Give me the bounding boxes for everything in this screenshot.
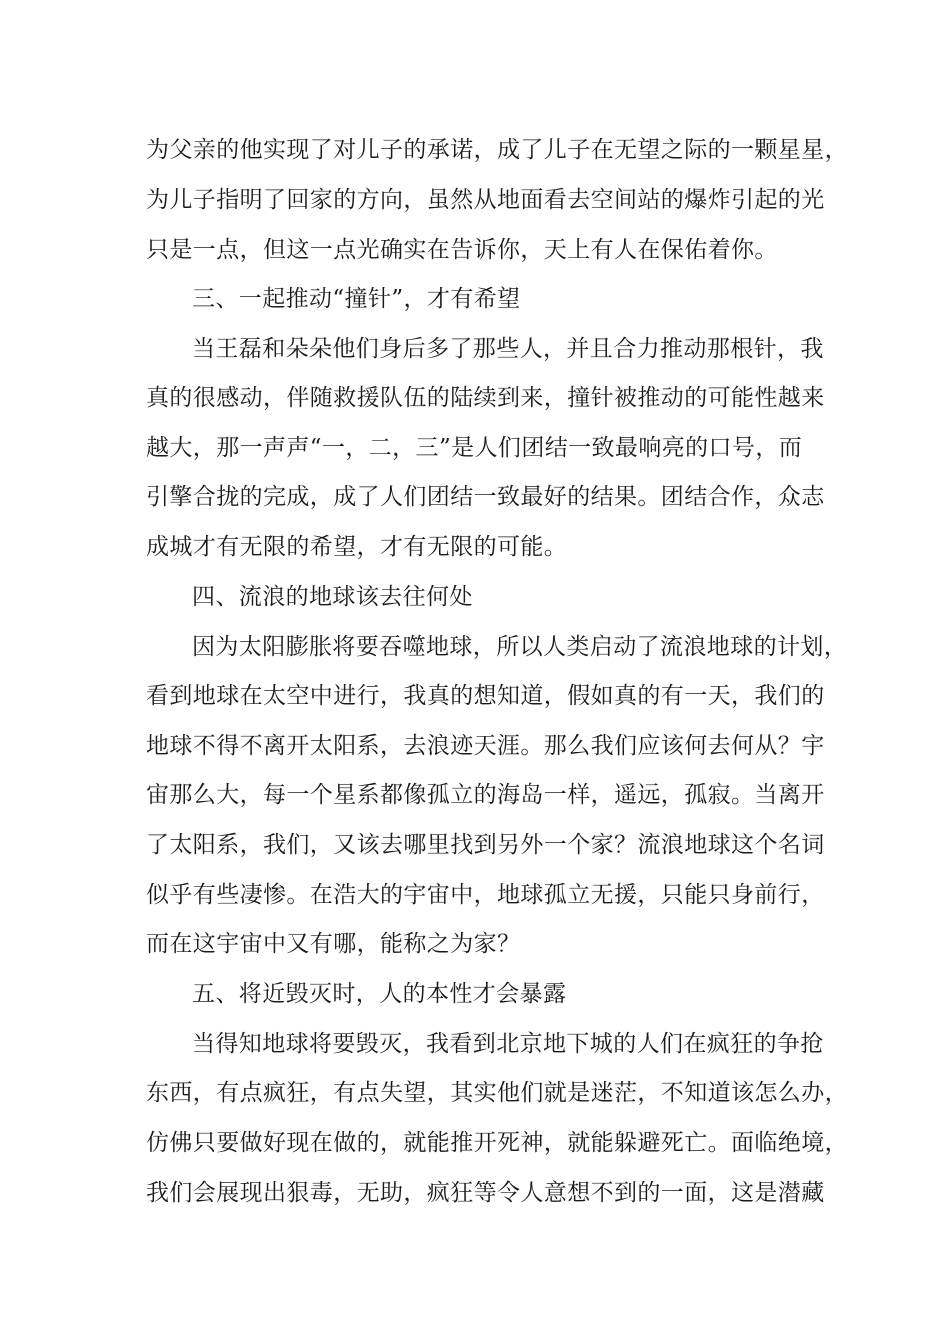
body-line: 越大，那一声声“一，二，三”是人们团结一致最响亮的口号，而: [146, 435, 803, 461]
body-line: 而在这宇宙中又有哪，能称之为家？: [146, 931, 521, 957]
body-line: 似乎有些凄惨。在浩大的宇宙中，地球孤立无援，只能只身前行，: [146, 882, 825, 908]
body-line: 真的很感动，伴随救援队伍的陆续到来，撞针被推动的可能性越来: [146, 385, 825, 411]
body-line: 仿佛只要做好现在做的，就能推开死神，就能躲避死亡。面临绝境，: [146, 1130, 848, 1156]
paragraph-first-line: 当王磊和朵朵他们身后多了那些人，并且合力推动那根针，我: [192, 336, 824, 362]
body-line: 我们会展现出狠毒，无助，疯狂等令人意想不到的一面，这是潜藏: [146, 1180, 825, 1206]
body-line: 宙那么大，每一个星系都像孤立的海岛一样，遥远，孤寂。当离开: [146, 782, 825, 808]
body-line: 地球不得不离开太阳系，去浪迹天涯。那么我们应该何去何从？宇: [146, 733, 825, 759]
body-line: 看到地球在太空中进行，我真的想知道，假如真的有一天，我们的: [146, 683, 825, 709]
paragraph-first-line: 当得知地球将要毁灭，我看到北京地下城的人们在疯狂的争抢: [192, 1031, 824, 1057]
section-heading: 四、流浪的地球该去往何处: [192, 584, 473, 610]
paragraph-first-line: 因为太阳膨胀将要吞噬地球，所以人类启动了流浪地球的计划，: [192, 634, 848, 660]
body-line: 成城才有无限的希望，才有无限的可能。: [146, 534, 568, 560]
body-line: 为父亲的他实现了对儿子的承诺，成了儿子在无望之际的一颗星星，: [146, 137, 848, 163]
body-line: 引擎合拢的完成，成了人们团结一致最好的结果。团结合作，众志: [146, 484, 825, 510]
section-heading: 三、一起推动“撞针”，才有希望: [192, 286, 521, 312]
section-heading: 五、将近毁灭时，人的本性才会暴露: [192, 981, 567, 1007]
body-line: 为儿子指明了回家的方向，虽然从地面看去空间站的爆炸引起的光: [146, 187, 825, 213]
body-line: 只是一点，但这一点光确实在告诉你，天上有人在保佑着你。: [146, 237, 778, 263]
body-line: 东西，有点疯狂，有点失望，其实他们就是迷茫，不知道该怎么办，: [146, 1080, 848, 1106]
body-line: 了太阳系，我们，又该去哪里找到另外一个家？流浪地球这个名词: [146, 832, 825, 858]
